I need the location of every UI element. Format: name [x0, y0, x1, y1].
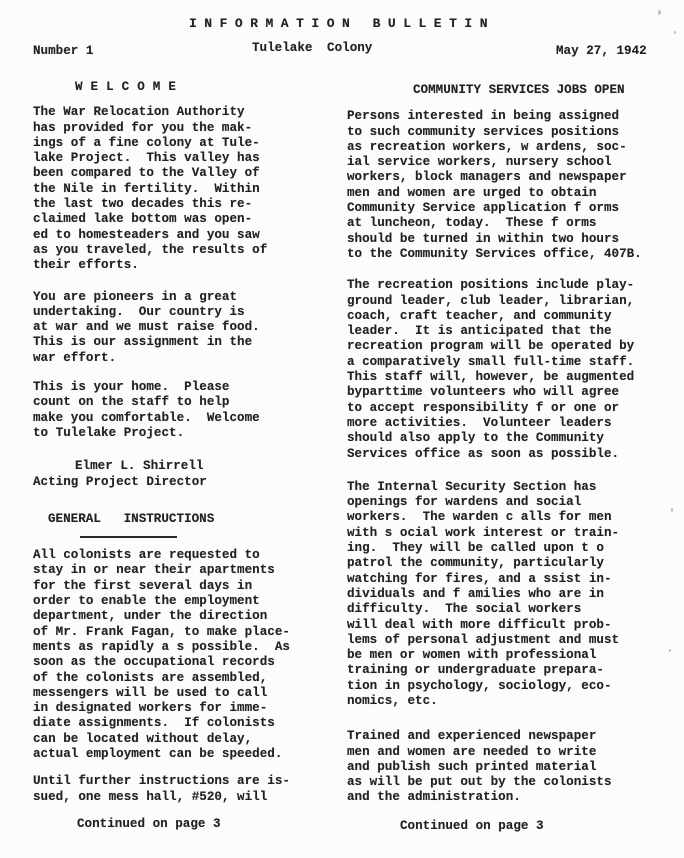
community-services-paragraph-4: Trained and experienced newspaper men and women are needed to write and publish such printed material as will be put out by the colonists and the administration. — [347, 729, 612, 805]
scan-speckle — [658, 10, 661, 15]
instructions-paragraph-1: All colonists are requested to stay in or near their apartments for the first several days in order to enable the employment department, under the direction of Mr. Frank Fagan, to make place- ments as rapidly a s possible. As soon as the occupational records of the colonists are assembled, messengers will be used to call in designated workers for imme- diate assignments. If colonists can be located without delay, actual employment can be speeded. — [33, 548, 290, 761]
issue-date: May 27, 1942 — [556, 44, 647, 58]
left-column — [33, 80, 329, 832]
community-services-paragraph-1: Persons interested in being assigned to such community services positions as recreation workers, w ardens, soc- ial service workers, nursery school workers, block managers and newspaper men and women are urged to obtain Community Service application f orms at luncheon, today. These f orms should be turned in within two hours to the Community Services office, 407B. — [347, 109, 642, 261]
continued-note-right: Continued on page 3 — [400, 818, 544, 833]
continued-note-left: Continued on page 3 — [77, 816, 221, 831]
right-column — [347, 83, 667, 834]
welcome-heading: WELCOME — [75, 80, 184, 94]
community-services-heading: COMMUNITY SERVICES JOBS OPEN — [413, 83, 625, 97]
welcome-paragraph-1: The War Relocation Authority has provided for you the mak- ings of a fine colony at Tule- lake Project. This valley has been compared to the Valley of the Nile in fertility. Within the last two decades this re- claimed lake bottom was open- ed to homesteaders and you saw as you traveled, the results of their efforts. — [33, 105, 268, 273]
issue-number: Number 1 — [33, 44, 94, 58]
scan-speckle — [671, 508, 673, 512]
instructions-paragraph-2: Until further instructions are is- sued, one mess hall, #520, will — [33, 774, 290, 804]
heading-underline — [80, 536, 177, 538]
scan-speckle — [669, 649, 671, 652]
general-instructions-heading: GENERAL INSTRUCTIONS — [48, 511, 215, 526]
welcome-paragraph-2: You are pioneers in a great undertaking. Our country is at war and we must raise food. This is our assignment in the war effort. — [33, 289, 260, 365]
colony-name: Tulelake Colony — [252, 41, 373, 55]
signature-title: Acting Project Director — [33, 474, 207, 489]
page-title: INFORMATION BULLETIN — [188, 16, 496, 31]
community-services-paragraph-2: The recreation positions include play- ground leader, club leader, librarian, coach, craft teacher, and community leader. It is anticipated that the recreation program will be operated by a comparatively small full-time staff. This staff will, however, be augmented byparttime volunteers who will agree to accept responsibility f or one or more activities. Volunteer leaders should also apply to the Community Services office as soon as possible. — [347, 278, 635, 461]
scan-speckle — [674, 31, 676, 34]
signature-name: Elmer L. Shirrell — [75, 459, 204, 474]
welcome-paragraph-3: This is your home. Please count on the staff to help make you comfortable. Welcome to Tulelake Project. — [33, 380, 260, 440]
community-services-paragraph-3: The Internal Security Section has openings for wardens and social workers. The warden c alls for men with s ocial work interest or train- ing. They will be called upon t o patrol the community, particularly watching for fires, and a ssist in- dividuals and f amilies who are in difficulty. The social workers will deal with more difficult prob- lems of personal adjustment and must be men or women with professional training or undergraduate prepara- tion in psychology, sociology, eco- nomics, etc. — [347, 479, 620, 708]
